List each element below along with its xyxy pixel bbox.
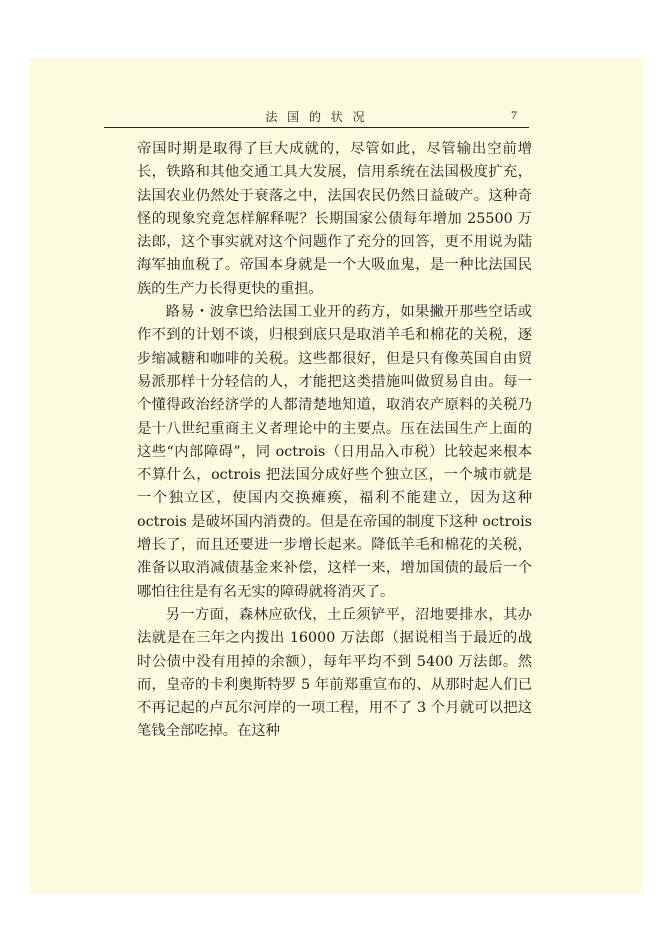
paragraph: 帝国时期是取得了巨大成就的，尽管如此，尽管输出空前增长，铁路和其他交通工具大发展，信用系统在法国极度扩充，法国农业仍然处于衰落之中，法国农民仍然日益破产。这种奇怪的现象究竟怎样解释呢？长期国家公债每年增加 25500 万法郎，这个事实就对这个问题作了充分的回答，更不用说为陆海军抽血税了。帝国本身就是一个大吸血鬼，是一种比法国民族的生产力长得更快的重担。 (137, 141, 532, 297)
running-title: 法 国 的 状 况 (265, 110, 368, 124)
page-number: 7 (511, 108, 517, 122)
running-header (104, 103, 529, 128)
body-text (137, 138, 532, 744)
paragraph: 另一方面，森林应砍伐，土丘须铲平，沼地要排水，其办法就是在三年之内拨出 16000 万法郎（据说相当于最近的战时公债中没有用掉的余额），每年平均不到 5400 万法郎。然而，皇帝的卡利奥斯特罗 5 年前郑重宣布的、从那时起人们已不再记起的卢瓦尔河岸的一项工程，用不了 3 个月就可以把这笔钱全部吃掉。在这种 (137, 606, 532, 740)
paragraph: 路易・波拿巴给法国工业开的药方，如果撇开那些空话或作不到的计划不谈，归根到底只是取消羊毛和棉花的关税，逐步缩减糖和咖啡的关税。这些都很好，但是只有像英国自由贸易派那样十分轻信的人，才能把这类措施叫做贸易自由。每一个懂得政治经济学的人都清楚地知道，取消农产原料的关税乃是十八世纪重商主义者理论中的主要点。压在法国生产上面的这些“内部障碍”，同 octrois（日用品入市税）比较起来根本不算什么，octrois 把法国分成好些个独立区，一个城市就是一个独立区，使国内交换瘫痪，福利不能建立，因为这种 octrois 是破坏国内消费的。但是在帝国的制度下这种 octrois 增长了，而且还要进一步增长起来。降低羊毛和棉花的关税，准备以取消减债基金来补偿，这样一来，增加国债的最后一个哪怕往往是有名无实的障碍就将消灭了。 (137, 304, 532, 600)
